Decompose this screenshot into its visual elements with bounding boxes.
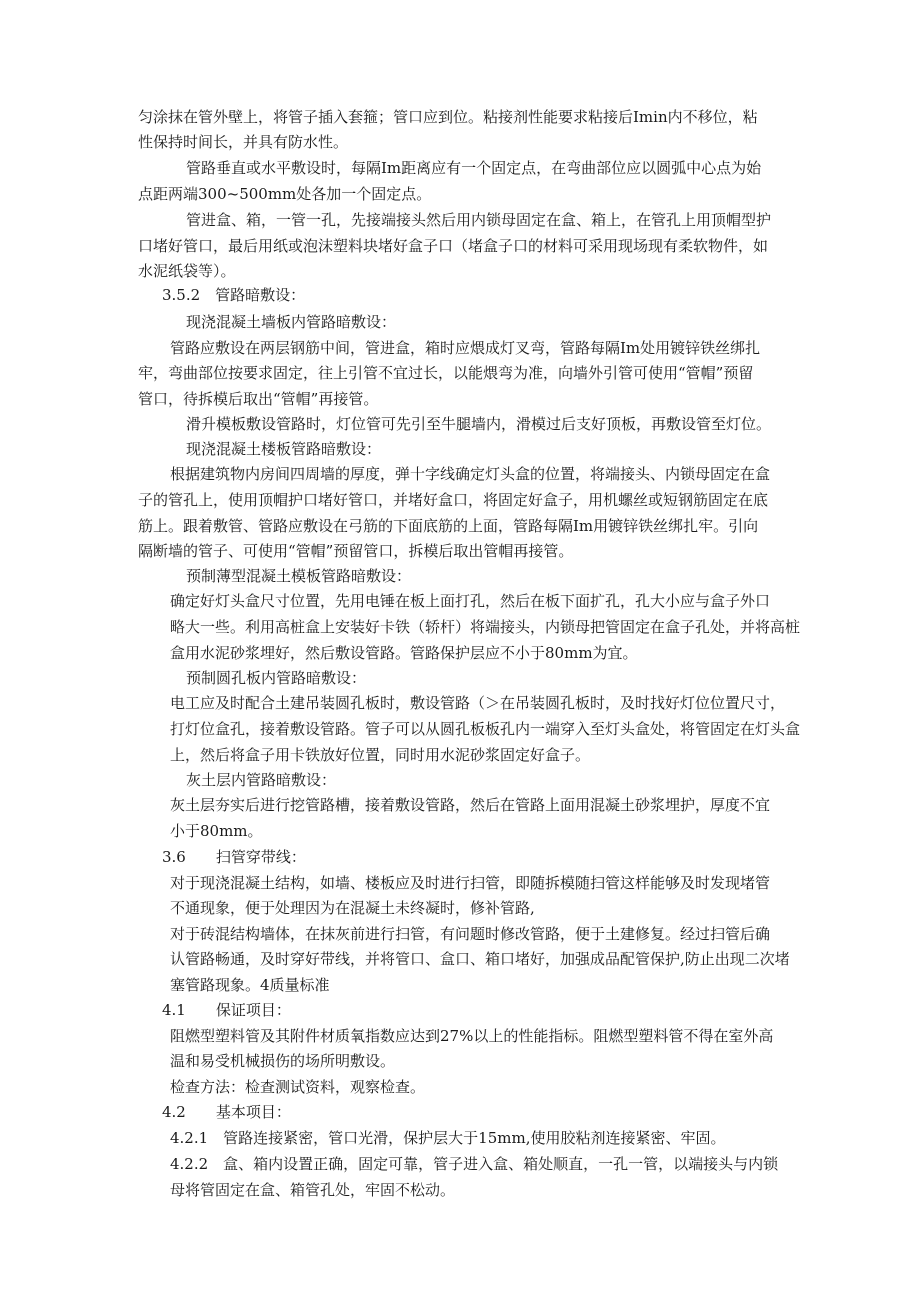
text-line: 滑升模板敷设管路时，灯位管可先引至牛腿墙内，滑模过后支好顶板，再敷设管至灯位。 <box>186 415 772 433</box>
subheading: 预制薄型混凝土模板管路暗敷设： <box>186 567 412 585</box>
text-line: 确定好灯头盒尺寸位置，先用电锤在板上面打孔，然后在板下面扩孔，孔大小应与盒子外口 <box>170 592 771 610</box>
section-heading: 3.6 扫管穿带线： <box>162 848 306 866</box>
section-heading: 4.1 保证项目： <box>162 1001 291 1019</box>
text-line: 4.2.1 管路连接紧密，管口光滑，保护层大于15mm,使用胶粘剂连接紧密、牢固。 <box>170 1129 726 1147</box>
text-line: 筋上。跟着敷管、管路应敷设在弓筋的下面底筋的上面，管路每隔Im用镀锌铁丝绑扎牢。引向 <box>138 517 759 535</box>
text-line: 塞管路现象。4质量标准 <box>170 976 330 994</box>
text-line: 温和易受机械损伤的场所明敷设。 <box>170 1052 396 1070</box>
text-line: 认管路畅通，及时穿好带线，并将管口、盒口、箱口堵好，加强成品配管保护,防止出现二次堵 <box>170 950 790 968</box>
text-line: 电工应及时配合土建吊装圆孔板时，敷设管路（＞在吊装圆孔板时，及时找好灯位位置尺寸， <box>170 694 786 712</box>
text-line: 隔断墙的管子、可使用“管帽”预留管口，拆模后取出管帽再接管。 <box>138 542 574 560</box>
text-line: 管口，待拆模后取出“管帽”再接管。 <box>138 390 379 408</box>
subheading: 现浇混凝土楼板管路暗敷设： <box>186 440 382 458</box>
text-line: 匀涂抹在管外壁上，将管子插入套箍；管口应到位。粘接剂性能要求粘接后Imin内不移位，粘 <box>138 108 758 126</box>
text-line: 管进盒、箱，一管一孔，先接端接头然后用内锁母固定在盒、箱上，在管孔上用顶帽型护 <box>186 211 772 229</box>
text-line: 性保持时间长，并具有防水性。 <box>138 133 349 151</box>
subheading: 灰土层内管路暗敷设： <box>186 771 337 789</box>
text-line: 管路垂直或水平敷设时，每隔Im距离应有一个固定点，在弯曲部位应以圆弧中心点为始 <box>186 159 762 177</box>
text-line: 对于现浇混凝土结构，如墙、楼板应及时进行扫管，即随拆模随扫管这样能够及时发现堵管 <box>170 874 771 892</box>
text-line: 母将管固定在盒、箱管孔处，牢固不松动。 <box>170 1181 456 1199</box>
text-line: 4.2.2 盒、箱内设置正确，固定可靠，管子进入盒、箱处顺直，一孔一管，以端接头与内锁 <box>170 1155 779 1173</box>
section-heading: 4.2 基本项目： <box>162 1103 291 1121</box>
text-line: 打灯位盒孔，接着敷设管路。管子可以从圆孔板板孔内一端穿入至灯头盒处，将管固定在灯头盒 <box>170 720 801 738</box>
subheading: 现浇混凝土墙板内管路暗敷设： <box>186 313 397 331</box>
text-line: 检查方法：检查测试资料，观察检查。 <box>170 1078 426 1096</box>
text-line: 不通现象，便于处理因为在混凝土未终凝时，修补管路, <box>170 899 535 917</box>
text-line: 上，然后将盒子用卡铁放好位置，同时用水泥砂浆固定好盒子。 <box>170 746 591 764</box>
text-line: 对于砖混结构墙体，在抹灰前进行扫管，有问题时修改管路，便于土建修复。经过扫管后确 <box>170 925 771 943</box>
text-line: 略大一些。利用高桩盒上安装好卡铁（轿杆）将端接头，内锁母把管固定在盒子孔处，并将高桩 <box>170 618 801 636</box>
text-line: 管路应敷设在两层钢筋中间，管进盒，箱时应煨成灯叉弯，管路每隔Im处用镀锌铁丝绑扎 <box>170 339 761 357</box>
text-line: 阻燃型塑料管及其附件材质氧指数应达到27%以上的性能指标。阻燃型塑料管不得在室外高 <box>170 1027 774 1045</box>
text-line: 灰土层夯实后进行挖管路槽，接着敷设管路，然后在管路上面用混凝土砂浆埋护，厚度不宜 <box>170 796 771 814</box>
text-line: 点距两端300~500mm处各加一个固定点。 <box>138 185 432 203</box>
text-line: 小于80mm。 <box>170 822 263 840</box>
text-line: 盒用水泥砂浆埋好，然后敷设管路。管路保护层应不小于80mm为宜。 <box>170 644 638 662</box>
text-line: 子的管孔上，使用顶帽护口堵好管口，并堵好盒口，将固定好盒子，用机螺丝或短钢筋固定在底 <box>138 491 769 509</box>
text-line: 水泥纸袋等）。 <box>138 262 236 280</box>
section-heading: 3.5.2 管路暗敷设： <box>162 286 306 304</box>
text-line: 牢，弯曲部位按要求固定，往上引管不宜过长，以能煨弯为准，向墙外引管可使用“管帽”预留 <box>138 364 754 382</box>
text-line: 根据建筑物内房间四周墙的厚度，弹十字线确定灯头盒的位置，将端接头、内锁母固定在盒 <box>170 465 771 483</box>
subheading: 预制圆孔板内管路暗敷设： <box>186 669 367 687</box>
text-line: 口堵好管口，最后用纸或泡沫塑料块堵好盒子口（堵盒子口的材料可采用现场现有柔软物件，如 <box>138 237 769 255</box>
